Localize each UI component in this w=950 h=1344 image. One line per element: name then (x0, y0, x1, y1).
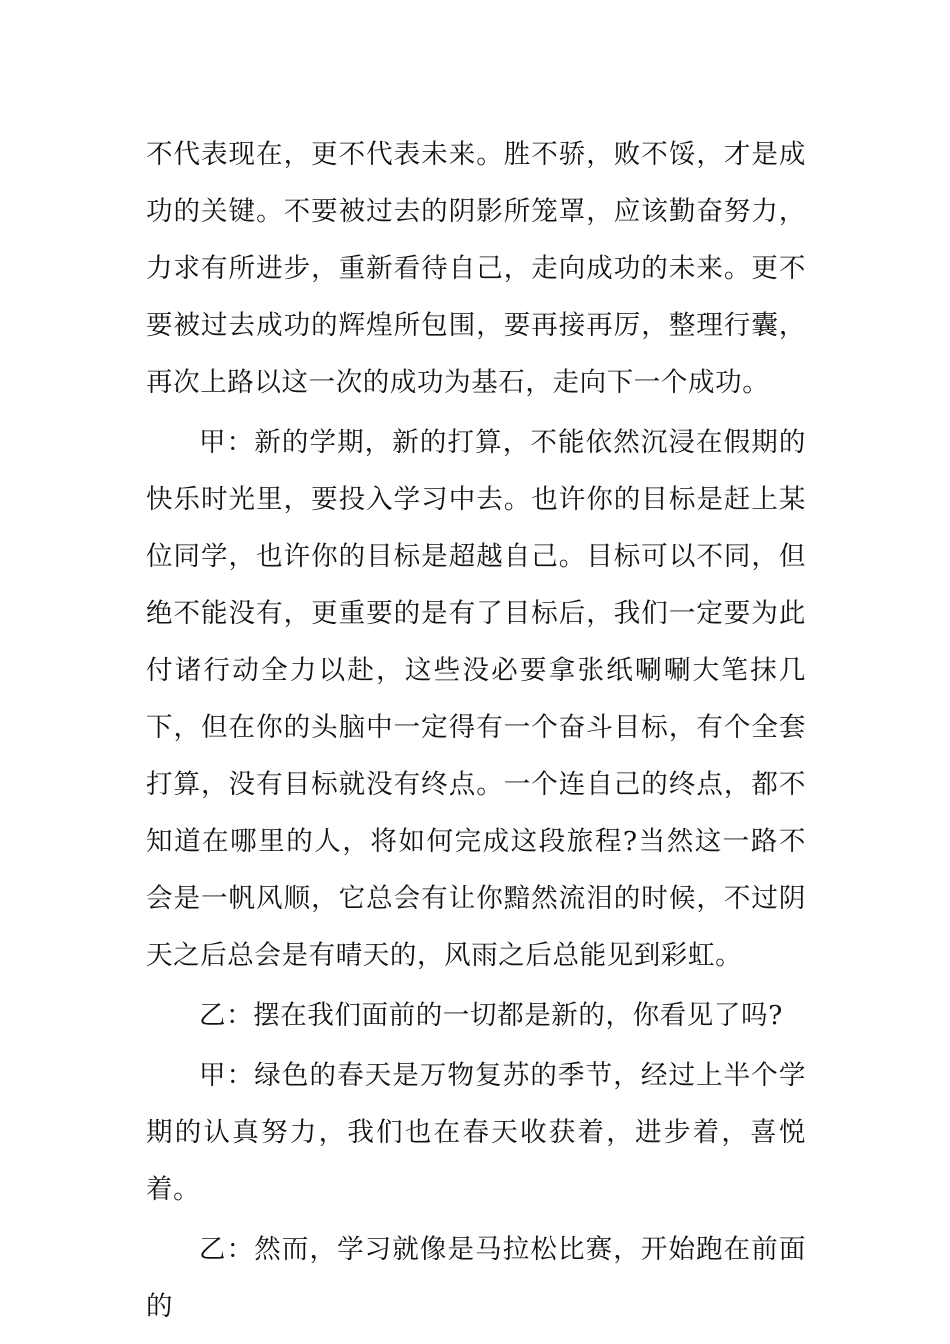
document-body (146, 126, 806, 1338)
paragraph-yi-marathon: 乙：然而，学习就像是马拉松比赛，开始跑在前面的 (146, 1234, 806, 1322)
paragraph-jia-spring: 甲：绿色的春天是万物复苏的季节，经过上半个学期的认真努力，我们也在春天收获着，进步着，喜悦着。 (146, 1060, 806, 1205)
paragraph-jia-new-semester: 甲：新的学期，新的打算，不能依然沉浸在假期的快乐时光里，要投入学习中去。也许你的目标是赶上某位同学，也许你的目标是超越自己。目标可以不同，但绝不能没有，更重要的是有了目标后，我们一定要为此付诸行动全力以赴，这些没必要拿张纸唰唰大笔抹几下，但在你的头脑中一定得有一个奋斗目标，有个全套打算，没有目标就没有终点。一个连自己的终点，都不知道在哪里的人，将如何完成这段旅程?当然这一路不会是一帆风顺，它总会有让你黯然流泪的时候，不过阴天之后总会是有晴天的，风雨之后总能见到彩虹。 (146, 427, 806, 971)
paragraph-continuation: 不代表现在，更不代表未来。胜不骄，败不馁，才是成功的关键。不要被过去的阴影所笼罩，应该勤奋努力，力求有所进步，重新看待自己，走向成功的未来。更不要被过去成功的辉煌所包围，要再接再厉，整理行囊，再次上路以这一次的成功为基石，走向下一个成功。 (146, 139, 806, 398)
paragraph-yi-question: 乙：摆在我们面前的一切都是新的，你看见了吗? (199, 1000, 783, 1031)
